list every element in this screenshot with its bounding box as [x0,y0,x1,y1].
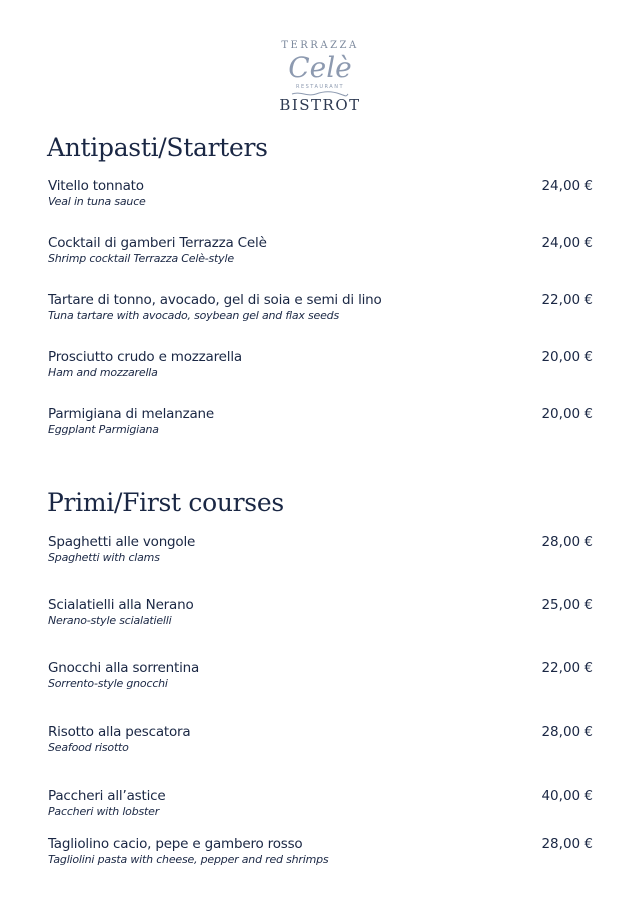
item-name: Cocktail di gamberi Terrazza Celè [48,235,267,251]
item-name: Spaghetti alle vongole [48,534,196,550]
item-name: Risotto alla pescatora [48,724,191,740]
menu-item [48,235,593,266]
menu-item [48,349,593,380]
menu-item [48,788,593,819]
item-description: Sorrento-style gnocchi [48,677,168,690]
item-price: 25,00 € [541,597,593,613]
item-price: 28,00 € [541,724,593,740]
item-price: 20,00 € [541,406,593,422]
menu-item [48,292,593,323]
restaurant-logo [0,40,640,114]
logo-top-text: TERRAZZA [281,40,359,51]
menu-item [48,836,593,867]
item-name: Tartare di tonno, avocado, gel di soia e semi di lino [48,292,382,308]
menu-item [48,597,593,628]
item-price: 28,00 € [541,836,593,852]
menu-item [48,660,593,691]
item-description: Veal in tuna sauce [48,195,146,208]
item-description: Tagliolini pasta with cheese, pepper and red shrimps [48,853,329,866]
item-price: 20,00 € [541,349,593,365]
item-description: Eggplant Parmigiana [48,423,159,436]
menu-item [48,534,593,565]
item-name: Scialatielli alla Nerano [48,597,194,613]
item-price: 40,00 € [541,788,593,804]
item-description: Spaghetti with clams [48,551,160,564]
item-price: 22,00 € [541,292,593,308]
menu-item [48,406,593,437]
item-description: Tuna tartare with avocado, soybean gel and flax seeds [48,309,339,322]
item-name: Paccheri all’astice [48,788,166,804]
item-name: Gnocchi alla sorrentina [48,660,200,676]
item-name: Tagliolino cacio, pepe e gambero rosso [48,836,303,852]
item-description: Shrimp cocktail Terrazza Celè-style [48,252,234,265]
section-title-first-courses: Primi/First courses [47,488,284,517]
item-price: 28,00 € [541,534,593,550]
logo-small-text: RESTAURANT [295,84,345,90]
item-description: Ham and mozzarella [48,366,158,379]
logo-bottom-text: BISTROT [279,96,361,114]
logo-script-text: Celè [288,51,352,84]
menu-item [48,178,593,209]
item-description: Seafood risotto [48,741,129,754]
menu-item [48,724,593,755]
item-price: 22,00 € [541,660,593,676]
item-name: Parmigiana di melanzane [48,406,215,422]
item-price: 24,00 € [541,178,593,194]
section-title-starters: Antipasti/Starters [47,133,268,162]
item-name: Vitello tonnato [48,178,144,194]
item-price: 24,00 € [541,235,593,251]
item-name: Prosciutto crudo e mozzarella [48,349,242,365]
item-description: Nerano-style scialatielli [48,614,172,627]
item-description: Paccheri with lobster [48,805,160,818]
